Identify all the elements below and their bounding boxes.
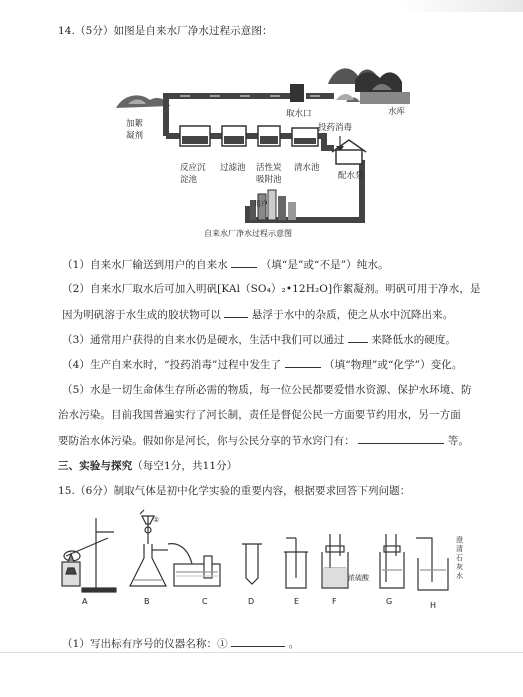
lab-apparatus-figure bbox=[56, 508, 466, 608]
limewater-label-1: 澄 bbox=[456, 536, 463, 544]
answer-blank-6[interactable] bbox=[231, 636, 285, 647]
q15-header: 15.（6分）制取气体是初中化学实验的重要内容，根据要求回答下列问题： bbox=[58, 485, 411, 497]
settle-label-2: 淀池 bbox=[180, 175, 198, 185]
q14-item-1: （1）自来水厂输送到用户的自来水 （填“是”或“不是”）纯水。 bbox=[62, 259, 389, 271]
apparatus-e bbox=[284, 538, 308, 588]
filter-label: 过滤池 bbox=[220, 163, 246, 173]
water-treatment-diagram bbox=[110, 44, 430, 244]
limewater-label-5: 水 bbox=[456, 572, 463, 580]
reservoir-label: 水库 bbox=[388, 107, 406, 117]
apparatus-c bbox=[168, 544, 220, 586]
user-label: 用户 bbox=[254, 200, 268, 208]
apparatus-label-d: D bbox=[248, 597, 255, 606]
answer-blank-4[interactable] bbox=[285, 357, 321, 368]
apparatus-label-h: H bbox=[430, 601, 437, 608]
q15-item-1: （1）写出标有序号的仪器名称：① 。 bbox=[62, 638, 300, 650]
answer-blank-1[interactable] bbox=[231, 257, 257, 268]
apparatus-label-f: F bbox=[332, 597, 337, 606]
q14-item-5a: （5）水是一切生命体生存所必需的物质，每一位公民都要爱惜水资源、保护水环境、防 bbox=[62, 384, 472, 396]
q14-item-3: （3）通常用户获得的自来水仍是硬水，生活中我们可以通过 来降低水的硬度。 bbox=[62, 334, 457, 346]
limewater-label-4: 灰 bbox=[456, 563, 463, 571]
q14-item-2a: （2）自来水厂取水后可加入明矾[KAl（SO₄）₂•12H₂O]作絮凝剂。明矾可用于净水，是 bbox=[62, 283, 481, 295]
limewater-label-3: 石 bbox=[456, 554, 463, 562]
apparatus-label-g: G bbox=[386, 597, 393, 606]
marker-1: ① bbox=[153, 516, 160, 524]
section-3-heading: 三、实验与探究（每空1分，共11分） bbox=[58, 460, 238, 472]
reservoir-mountains-icon bbox=[328, 68, 410, 104]
apparatus-label-a: A bbox=[82, 597, 88, 606]
q14-item-5b: 治水污染。目前我国普遍实行了河长制，责任是督促公民一方面要节约用水，另一方面 bbox=[58, 409, 461, 421]
q14-item-5c: 要防治水体污染。假如你是河长，你与公民分享的节水窍门有： 等。 bbox=[58, 435, 469, 447]
page-bottom-divider bbox=[0, 652, 523, 653]
intake-box bbox=[290, 84, 304, 102]
flocculant-mound-icon bbox=[116, 95, 170, 108]
diagram-caption: 自来水厂净水过程示意图 bbox=[204, 229, 292, 238]
settle-label-1: 反应沉 bbox=[180, 163, 206, 173]
q14-header: 14.（5分）如图是自来水厂净水过程示意图： bbox=[58, 25, 273, 37]
answer-blank-3[interactable] bbox=[348, 332, 368, 343]
flocculant-label-1: 加絮 bbox=[126, 119, 144, 129]
apparatus-d bbox=[242, 544, 262, 584]
q14-item-2b: 因为明矾溶于水生成的胶状物可以 悬浮于水中的杂质，使之从水中沉降出来。 bbox=[62, 309, 454, 321]
intake-label: 取水口 bbox=[286, 109, 312, 119]
carbon-label-1: 活性炭 bbox=[256, 163, 282, 173]
apparatus-h bbox=[416, 538, 448, 590]
apparatus-f bbox=[322, 534, 348, 588]
answer-blank-5[interactable] bbox=[358, 433, 444, 444]
disinfect-label: 投药消毒 bbox=[318, 123, 353, 133]
pump-label: 配水泵 bbox=[338, 171, 364, 181]
apparatus-label-b: B bbox=[144, 597, 150, 606]
q14-item-4: （4）生产自来水时，“投药消毒”过程中发生了 （填“物理”或“化学”）变化。 bbox=[62, 359, 463, 371]
apparatus-a bbox=[62, 518, 116, 592]
limewater-label-2: 清 bbox=[456, 545, 463, 553]
flocculant-label-2: 凝剂 bbox=[126, 131, 144, 141]
conc-acid-label: 浓硫酸 bbox=[348, 574, 369, 582]
answer-blank-2[interactable] bbox=[224, 307, 248, 318]
clear-water-label: 清水池 bbox=[294, 163, 320, 173]
carbon-label-2: 吸附池 bbox=[256, 175, 282, 185]
pump-house-icon bbox=[332, 140, 366, 164]
apparatus-b bbox=[130, 510, 168, 586]
apparatus-label-c: C bbox=[202, 597, 208, 606]
apparatus-label-e: E bbox=[294, 597, 300, 606]
apparatus-g bbox=[380, 534, 404, 588]
page-shadow bbox=[400, 0, 523, 12]
